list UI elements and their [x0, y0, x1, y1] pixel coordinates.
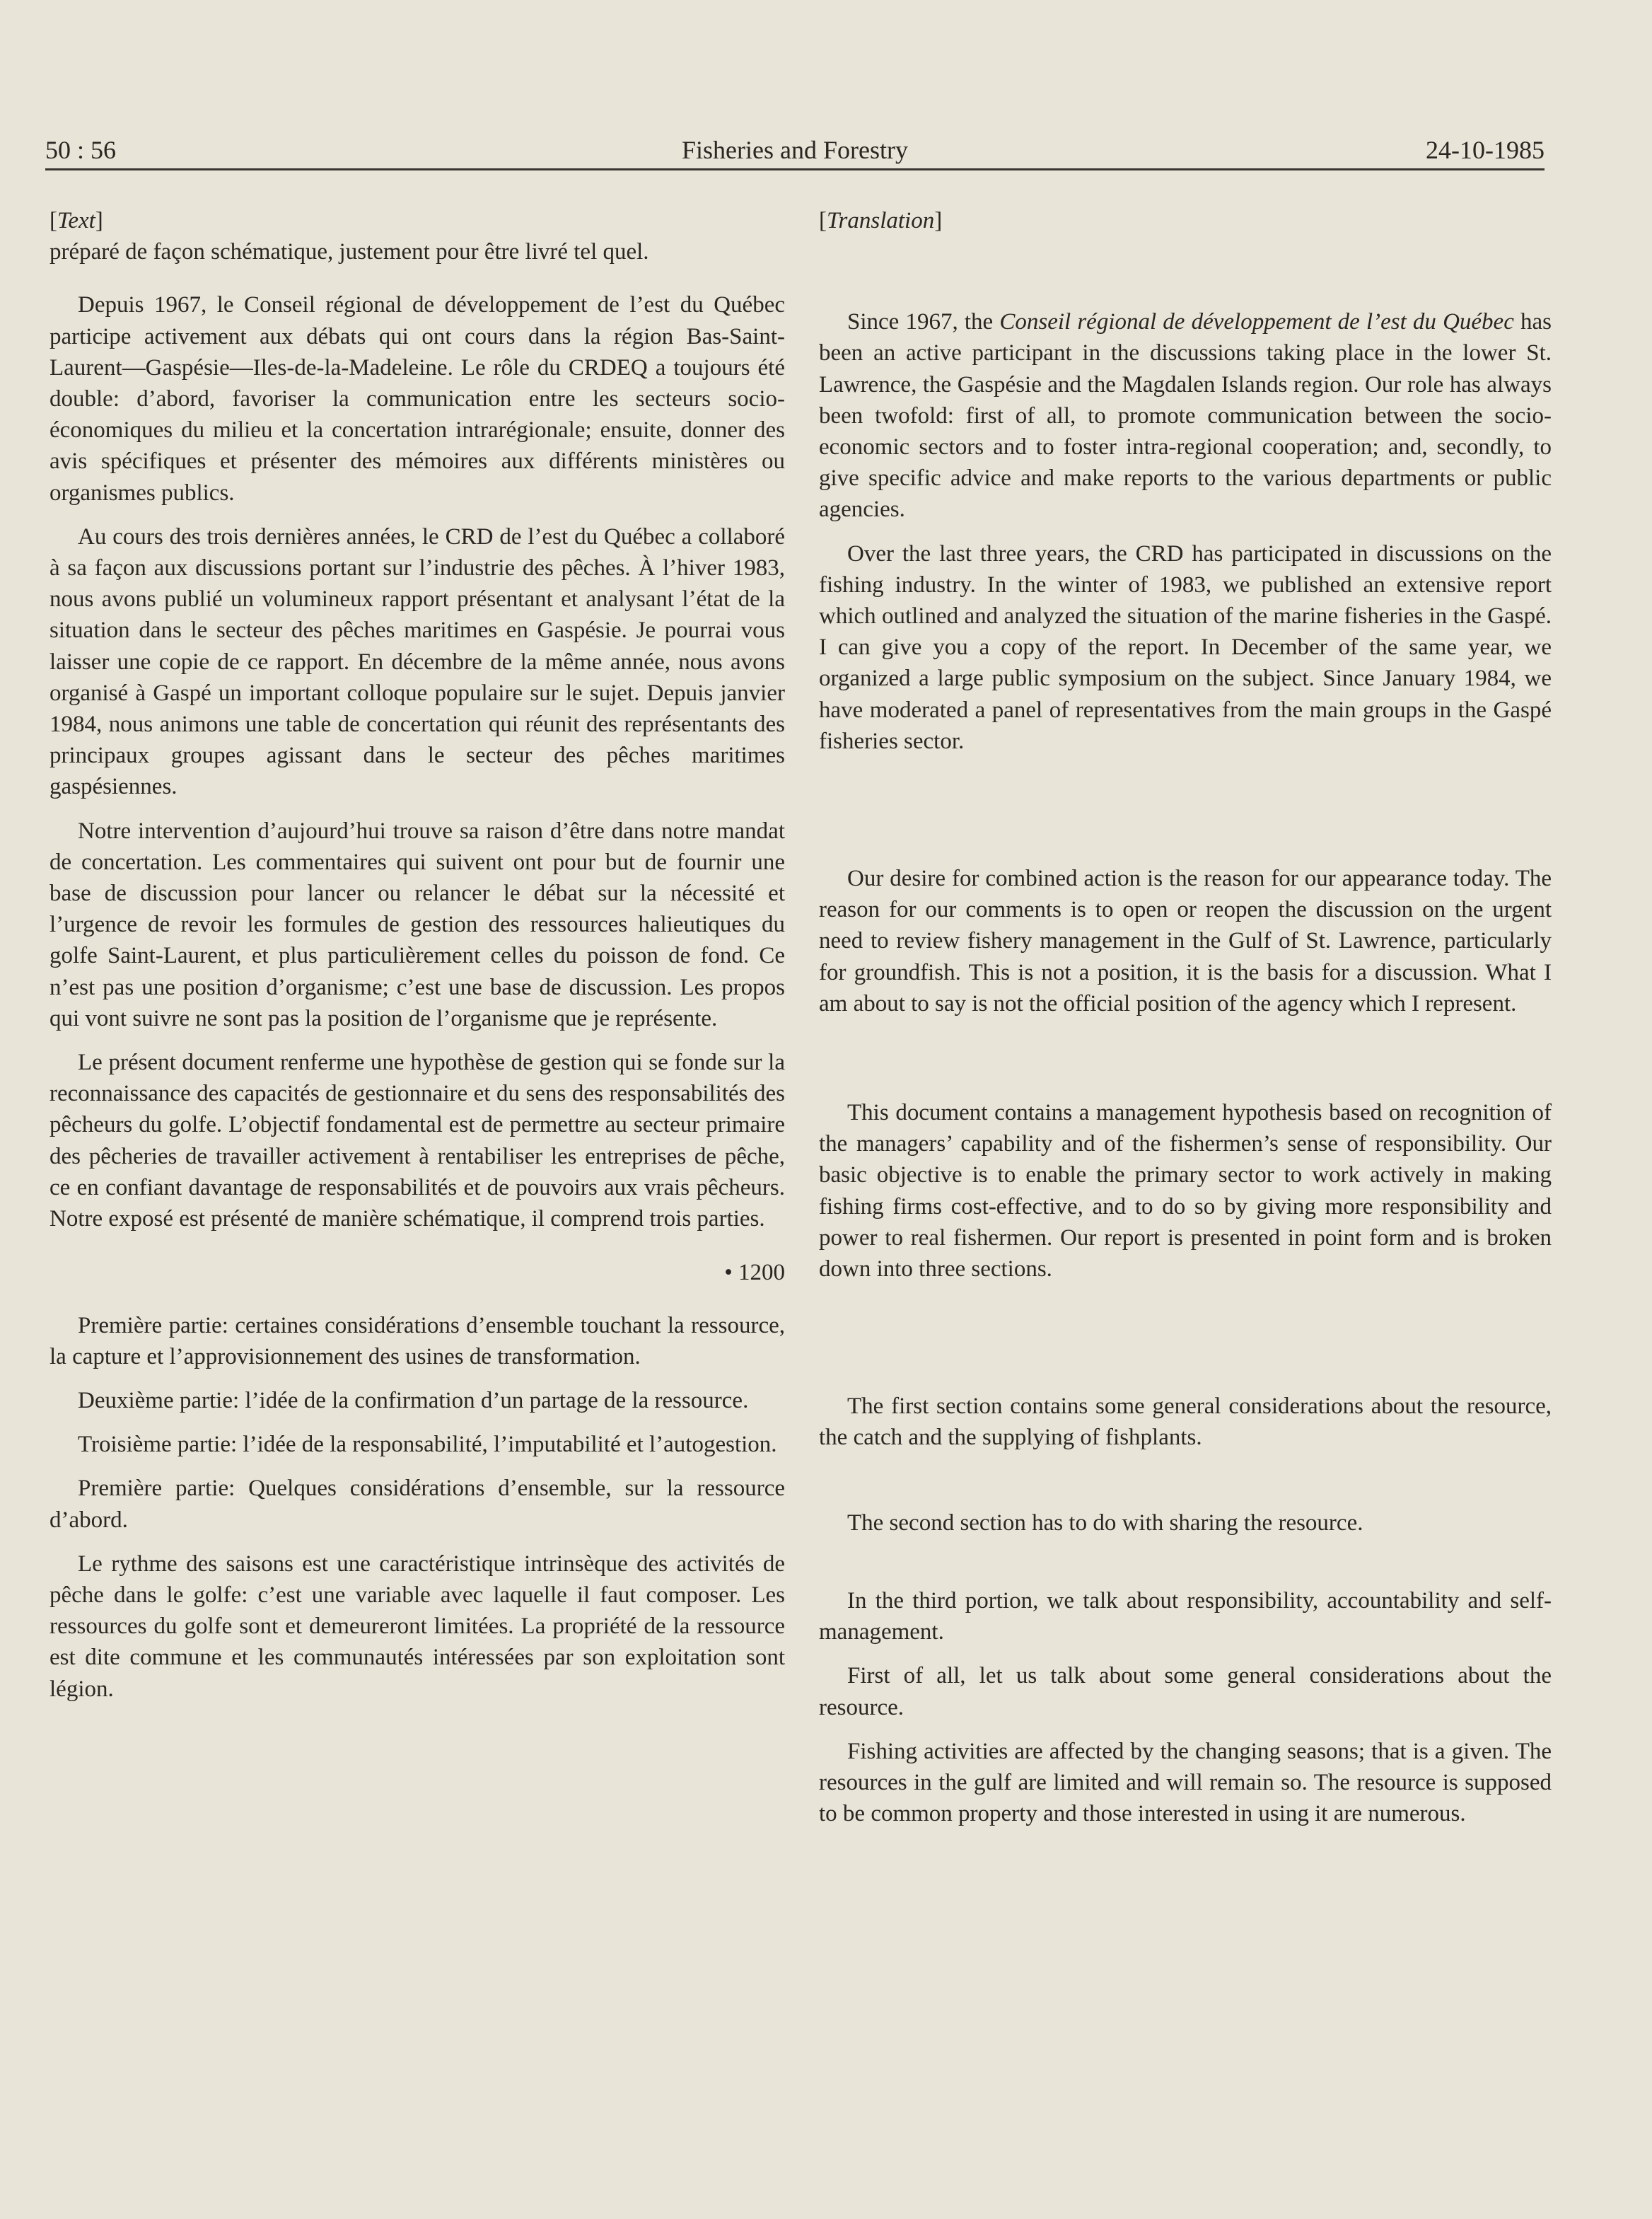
translation-paragraph-second-section: The second section has to do with sharing the resource.: [847, 1510, 1363, 1536]
paragraph-part-three: Troisième partie: l’idée de la responsabilité, l’imputabilité et l’autogestion.: [78, 1432, 777, 1458]
translation-label: [Translation]: [819, 208, 943, 233]
translation-paragraph-crdeq-role: Since 1967, the Conseil régional de développement de l’est du Québec has been an active participant in the discussions taking place in the lower St. Lawrence, the Gaspésie and the Magdalen Islands region. Our role has always been twofold: first of all, to promote communication between the socio-economic sectors and to foster intra-regional cooperation; and, secondly, to give specific advice and make reports to the various departments or public agencies.: [819, 309, 1552, 523]
page-number: 50 : 56: [45, 136, 117, 164]
english-translation-column: [819, 205, 1552, 1829]
paragraph-part-one-heading: Première partie: Quelques considérations d’ensemble, sur la ressource d’abord.: [50, 1476, 785, 1533]
translation-paragraph-intervention: Our desire for combined action is the reason for our appearance today. The reason for our comments is to open or reopen the discussion on the urgent need to review fishery management in the Gulf of St. Lawrence, particularly for groundfish. This is not a position, it is the basis for a discussion. What I am about to say is not the official position of the agency which I represent.: [819, 866, 1552, 1016]
paragraph-three-years: Au cours des trois dernières années, le CRD de l’est du Québec a collaboré à sa façon aux discussions portant sur l’industrie des pêches. À l’hiver 1983, nous avons publié un volumineux rapport présentant et analysant l’état de la situation dans le secteur des pêches maritimes en Gaspésie. Je pourrai vous laisser une copie de ce rapport. En décembre de la même année, nous avons organisé à Gaspé un important colloque populaire sur le sujet. Depuis janvier 1984, nous animons une table de concertation qui réunit des représentants des principaux groupes agissant dans le secteur des pêches maritimes gaspésiennes.: [50, 523, 785, 800]
translation-paragraph-three-years: Over the last three years, the CRD has participated in discussions on the fishing industry. In the winter of 1983, we published an extensive report which outlined and analyzed the situation of the marine fisheries in the Gaspé. I can give you a copy of the report. In December of the same year, we organized a large public symposium on the subject. Since January 1984, we have moderated a panel of representatives from the main groups in the Gaspé fisheries sector.: [819, 540, 1552, 754]
translation-paragraph-third-section: In the third portion, we talk about responsibility, accountability and self-management.: [819, 1587, 1552, 1645]
translation-paragraph-first-of-all: First of all, let us talk about some general considerations about the resource.: [819, 1663, 1552, 1720]
translation-paragraph-seasons: Fishing activities are affected by the changing seasons; that is a given. The resources in the gulf are limited and will remain so. The resource is supposed to be common property and those interested in using it are numerous.: [819, 1738, 1552, 1827]
paragraph-intervention: Notre intervention d’aujourd’hui trouve sa raison d’être dans notre mandat de concertation. Les commentaires qui suivent ont pour but de fournir une base de discussion pour lancer ou relancer le débat sur la nécessité et l’urgence de revoir les formules de gestion des ressources halieutiques du golfe Saint-Laurent, et plus particulièrement celles du poisson de fond. Ce n’est pas une position d’organisme; c’est une base de discussion. Les propos qui vont suivre ne sont pas la position de l’organisme que je représente.: [50, 818, 785, 1031]
paragraph-seasons: Le rythme des saisons est une caractéristique intrinsèque des activités de pêche dans le golfe: c’est une variable avec laquelle il faut composer. Les ressources du golfe sont et demeureront limitées. La propriété de la ressource est dite commune et les communautés intéressées par son exploitation sont légion.: [50, 1551, 785, 1702]
paragraph-part-two: Deuxième partie: l’idée de la confirmation d’un partage de la ressource.: [78, 1387, 749, 1413]
paragraph-part-one: Première partie: certaines considérations d’ensemble touchant la ressource, la capture et l’approvisionnement des usines de transformation.: [50, 1312, 785, 1369]
paragraph-document-hypothesis: Le présent document renferme une hypothèse de gestion qui se fonde sur la reconnaissance des capacités de gestionnaire et du sens des responsabilités des pêcheurs du golfe. L’objectif fondamental est de permettre au secteur primaire des pêcheries de travailler activement à rentabiliser les entreprises de pêche, ce en confiant davantage de responsabilités et de pouvoirs aux vrais pêcheurs. Notre exposé est présenté de manière schématique, il comprend trois parties.: [50, 1050, 785, 1232]
continued-paragraph: préparé de façon schématique, justement pour être livré tel quel.: [50, 239, 649, 265]
paragraph-crdeq-role: Depuis 1967, le Conseil régional de développement de l’est du Québec participe activement aux débats qui ont cours dans la région Bas-Saint-Laurent—Gaspésie—Iles-de-la-Madeleine. Le rôle du CRDEQ a toujours été double: d’abord, favoriser la communication entre les secteurs socio-économiques du milieu et la concertation intrarégionale; ensuite, donner des avis spécifiques et présenter des mémoires aux différents ministères ou organismes publics.: [50, 292, 785, 506]
running-title: Fisheries and Forestry: [682, 136, 908, 164]
header-date: 24-10-1985: [1426, 136, 1545, 164]
french-text-column: [50, 205, 785, 1705]
text-label: [Text]: [50, 208, 103, 233]
page-header: [45, 132, 1545, 170]
translation-paragraph-first-section: The first section contains some general considerations about the resource, the catch and the supplying of fishplants.: [819, 1394, 1552, 1451]
time-marker: • 1200: [724, 1260, 785, 1286]
translation-paragraph-document-hypothesis: This document contains a management hypothesis based on recognition of the managers’ capability and of the fishermen’s sense of responsibility. Our basic objective is to enable the primary sector to work actively in making fishing firms cost-effective, and to do so by giving more responsibility and power to real fishermen. Our report is presented in point form and is broken down into three sections.: [819, 1100, 1552, 1282]
